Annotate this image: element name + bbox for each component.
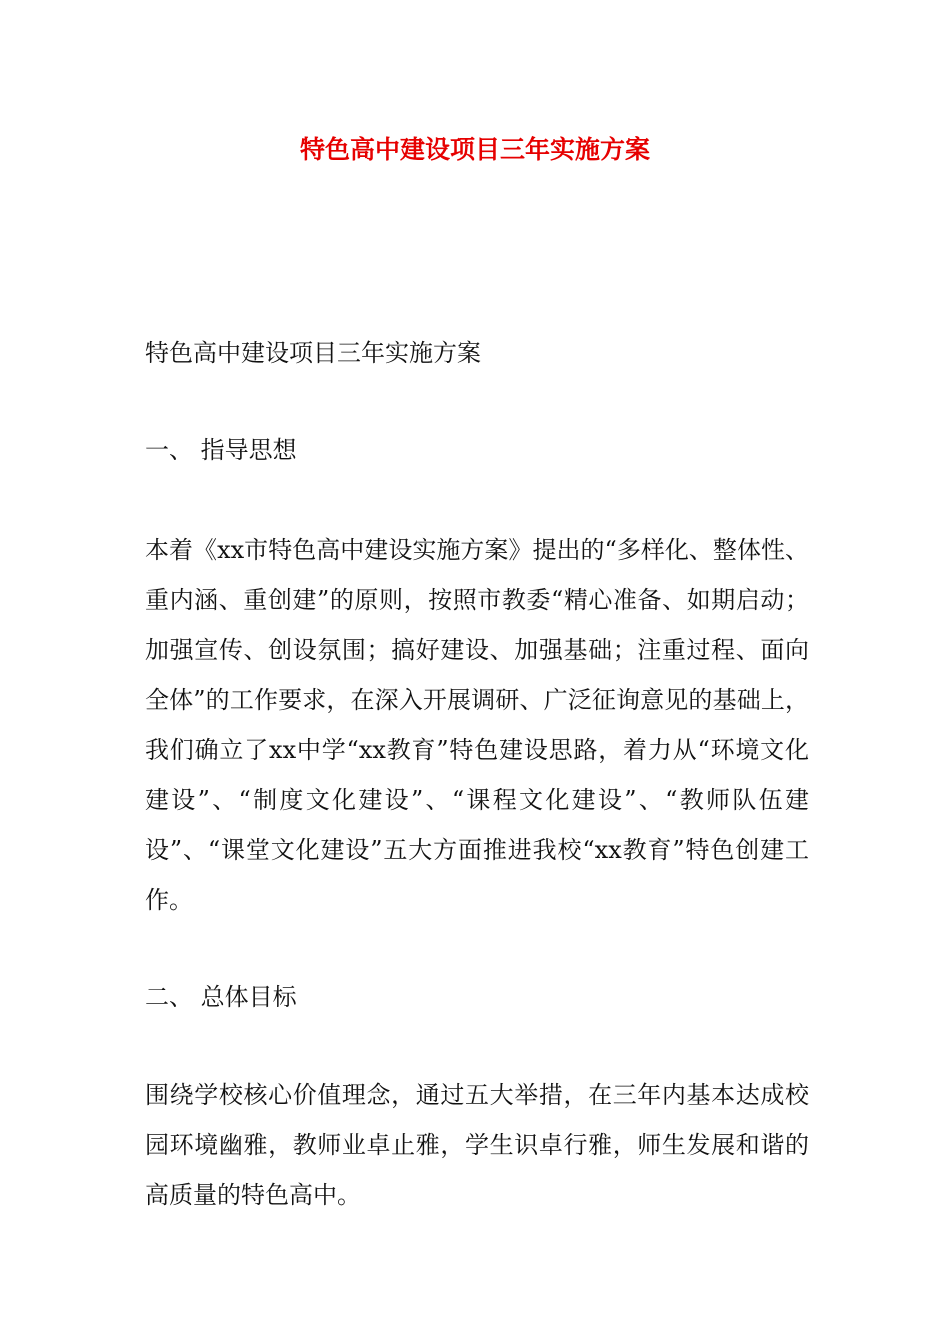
- document-subtitle: 特色高中建设项目三年实施方案: [145, 339, 481, 367]
- section-heading-overall-goal: 二、 总体目标: [145, 983, 297, 1011]
- section-heading-guiding-ideology: 一、 指导思想: [145, 436, 297, 464]
- document-title: 特色高中建设项目三年实施方案: [299, 135, 650, 164]
- section-paragraph-guiding-ideology: 本着《xx市特色高中建设实施方案》提出的“多样化、整体性、重内涵、重创建”的原则，按照市教委“精心准备、如期启动；加强宣传、创设氛围；搞好建设、加强基础；注重过程、面向全体”的工作要求，在深入开展调研、广泛征询意见的基础上，我们确立了xx中学“xx教育”特色建设思路，着力从“环境文化建设”、“制度文化建设”、“课程文化建设”、“教师队伍建设”、“课堂文化建设”五大方面推进我校“xx教育”特色创建工作。: [145, 536, 809, 914]
- section-paragraph-overall-goal: 围绕学校核心价值理念，通过五大举措，在三年内基本达成校园环境幽雅，教师业卓止雅，学生识卓行雅，师生发展和谐的高质量的特色高中。: [145, 1081, 809, 1209]
